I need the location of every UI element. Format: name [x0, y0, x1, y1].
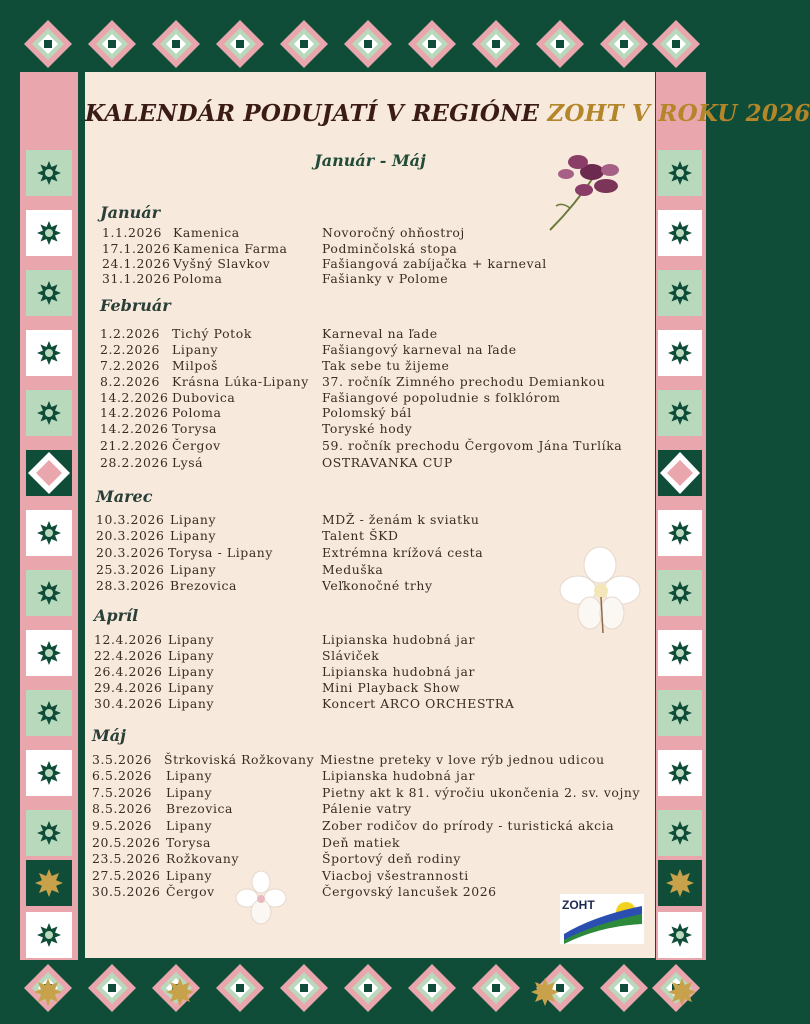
event-title: Koncert ARCO ORCHESTRA [322, 696, 515, 711]
event-date: 14.2.2026 [100, 390, 169, 405]
event-place: Štrkoviská Rožkovany [164, 752, 315, 767]
event-title: MDŽ - ženám k sviatku [322, 512, 480, 527]
event-title: Extrémna krížová cesta [322, 545, 484, 560]
event-date: 27.5.2026 [92, 868, 161, 883]
month-heading: Marec [96, 487, 153, 506]
event-place: Čergov [166, 884, 215, 899]
event-date: 31.1.2026 [102, 271, 171, 286]
event-title: Meduška [322, 562, 384, 577]
event-date: 24.1.2026 [102, 256, 171, 271]
event-date: 10.3.2026 [96, 512, 165, 527]
event-place: Krásna Lúka-Lipany [172, 374, 309, 389]
event-date: 8.5.2026 [92, 801, 152, 816]
event-date: 22.4.2026 [94, 648, 163, 663]
event-date: 7.2.2026 [100, 358, 160, 373]
event-title: Čergovský lancušek 2026 [322, 884, 497, 899]
event-date: 14.2.2026 [100, 421, 169, 436]
event-place: Tichý Potok [172, 326, 252, 341]
event-place: Poloma [173, 271, 223, 286]
event-title: Lipianska hudobná jar [322, 664, 475, 679]
event-title: Športový deň rodiny [322, 851, 462, 866]
event-date: 8.2.2026 [100, 374, 160, 389]
event-date: 30.5.2026 [92, 884, 161, 899]
month-heading: Máj [92, 726, 126, 745]
event-date: 12.4.2026 [94, 632, 163, 647]
event-date: 6.5.2026 [92, 768, 152, 783]
event-place: Lipany [170, 562, 217, 577]
event-title: Talent ŠKD [322, 528, 399, 543]
event-title: Viacboj všestrannosti [322, 868, 469, 883]
event-date: 30.4.2026 [94, 696, 163, 711]
event-place: Vyšný Slavkov [173, 256, 271, 271]
event-title: Toryské hody [322, 421, 413, 436]
event-place: Poloma [172, 405, 222, 420]
event-title: Lipianska hudobná jar [322, 768, 475, 783]
logo-text: ZOHT [562, 898, 595, 912]
title-main: KALENDÁR PODUJATÍ V REGIÓNE [85, 100, 540, 127]
title-accent: ZOHT V ROKU 2026 [547, 100, 810, 127]
event-title: Fašianky v Polome [322, 271, 449, 286]
event-title: OSTRAVANKA CUP [322, 455, 453, 470]
event-title: Polomský bál [322, 405, 412, 420]
event-date: 20.3.2026 [96, 545, 165, 560]
event-place: Lipany [168, 648, 215, 663]
event-title: Fašiangový karneval na ľade [322, 342, 517, 357]
event-date: 21.2.2026 [100, 438, 169, 453]
event-place: Lipany [168, 680, 215, 695]
event-title: Veľkonočné trhy [322, 578, 433, 593]
event-place: Kamenica [173, 225, 240, 240]
event-date: 7.5.2026 [92, 785, 152, 800]
event-date: 1.1.2026 [102, 225, 162, 240]
event-place: Torysa - Lipany [168, 545, 273, 560]
event-date: 26.4.2026 [94, 664, 163, 679]
event-place: Lipany [166, 785, 213, 800]
event-title: Pietny akt k 81. výročiu ukončenia 2. sv. vojny [322, 785, 641, 800]
event-place: Lipany [170, 512, 217, 527]
event-place: Milpoš [172, 358, 218, 373]
event-title: Mini Playback Show [322, 680, 461, 695]
event-title: Novoročný ohňostroj [322, 225, 465, 240]
event-title: Zober rodičov do prírody - turistická akcia [322, 818, 615, 833]
event-date: 28.3.2026 [96, 578, 165, 593]
event-date: 3.5.2026 [92, 752, 152, 767]
page-subtitle: Január - Máj [314, 151, 426, 170]
event-date: 23.5.2026 [92, 851, 161, 866]
month-heading: Apríl [94, 606, 139, 625]
white-orchid-image [560, 545, 642, 635]
event-title: Tak sebe tu žijeme [322, 358, 450, 373]
event-date: 25.3.2026 [96, 562, 165, 577]
event-place: Lipany [166, 868, 213, 883]
event-title: Podminčolská stopa [322, 241, 458, 256]
event-date: 2.2.2026 [100, 342, 160, 357]
event-place: Rožkovany [166, 851, 240, 866]
event-date: 20.3.2026 [96, 528, 165, 543]
event-date: 20.5.2026 [92, 835, 161, 850]
zoht-logo [560, 894, 644, 944]
event-place: Lipany [168, 664, 215, 679]
event-date: 14.2.2026 [100, 405, 169, 420]
small-orchid-image [236, 870, 286, 930]
event-title: Lipianska hudobná jar [322, 632, 475, 647]
event-place: Lysá [172, 455, 204, 470]
event-date: 29.4.2026 [94, 680, 163, 695]
event-place: Lipany [168, 696, 215, 711]
event-title: Deň matiek [322, 835, 401, 850]
event-place: Brezovica [166, 801, 234, 816]
event-date: 28.2.2026 [100, 455, 169, 470]
event-place: Torysa [166, 835, 212, 850]
event-title: Fašiangové popoludnie s folklórom [322, 390, 561, 405]
event-date: 9.5.2026 [92, 818, 152, 833]
event-place: Lipany [168, 632, 215, 647]
month-heading: Január [100, 203, 160, 222]
event-place: Brezovica [170, 578, 238, 593]
event-title: Karneval na ľade [322, 326, 438, 341]
event-place: Lipany [166, 818, 213, 833]
event-title: Miestne preteky v love rýb jednou udicou [320, 752, 605, 767]
event-date: 17.1.2026 [102, 241, 171, 256]
event-place: Torysa [172, 421, 218, 436]
event-place: Čergov [172, 438, 221, 453]
event-title: 37. ročník Zimného prechodu Demiankou [322, 374, 606, 389]
event-place: Lipany [170, 528, 217, 543]
event-title: Fašiangová zabíjačka + karneval [322, 256, 547, 271]
page-title [85, 100, 810, 127]
event-place: Lipany [166, 768, 213, 783]
event-date: 1.2.2026 [100, 326, 160, 341]
event-title: 59. ročník prechodu Čergovom Jána Turlíka [322, 438, 623, 453]
event-place: Dubovica [172, 390, 236, 405]
event-title: Sláviček [322, 648, 380, 663]
event-place: Kamenica Farma [173, 241, 288, 256]
event-title: Pálenie vatry [322, 801, 412, 816]
month-heading: Február [100, 296, 171, 315]
event-place: Lipany [172, 342, 219, 357]
snapdragon-flower-image [540, 150, 630, 235]
